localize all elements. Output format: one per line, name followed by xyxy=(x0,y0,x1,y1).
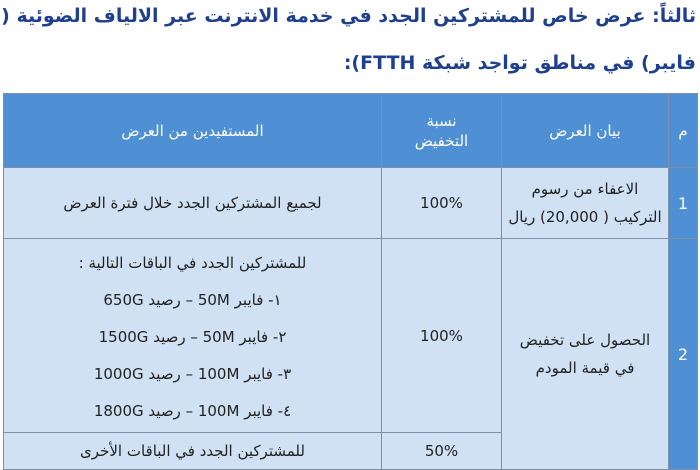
table-header-row xyxy=(4,94,698,168)
package-item: ٤- فايبر 100M – رصيد 1800G xyxy=(93,402,292,420)
offer-line2: التركيب ( 20,000) ريال xyxy=(508,208,662,226)
row-offer xyxy=(502,168,669,239)
header-index: م xyxy=(669,94,698,168)
package-item: ٣- فايبر 100M – رصيد 1000G xyxy=(93,365,292,383)
row-offer xyxy=(502,239,669,470)
table-row xyxy=(4,239,698,433)
row-index: 2 xyxy=(669,239,698,470)
package-item: ١- فايبر 50M – رصيد 650G xyxy=(103,291,282,309)
section-heading-line1 xyxy=(0,2,696,30)
packages-intro: للمشتركين الجدد في الباقات التالية : xyxy=(78,254,307,272)
offer-line1: الحصول على تخفيض xyxy=(519,331,651,349)
section-heading-line2 xyxy=(0,49,696,77)
table-row xyxy=(4,168,698,239)
row-index: 1 xyxy=(669,168,698,239)
row-other-discount: 50% xyxy=(382,433,502,470)
package-item: ٢- فايبر 50M – رصيد 1500G xyxy=(98,328,287,346)
header-discount-line2: التخفيض xyxy=(414,131,469,150)
section-heading-text-2: فايبر) في مناطق تواجد شبكة FTTH): xyxy=(343,52,696,74)
offer-table xyxy=(3,93,698,470)
row-discount: 100% xyxy=(382,168,502,239)
section-heading-text-1: ثالثاً: عرض خاص للمشتركين الجدد في خدمة الانترنت عبر الالياف الضوئية ( xyxy=(1,5,696,27)
offer-line2: في قيمة المودم xyxy=(535,359,635,377)
header-beneficiaries: المستفيدين من العرض xyxy=(4,94,382,168)
offer-line1: الاعفاء من رسوم xyxy=(531,180,639,198)
row-other-beneficiaries: للمشتركين الجدد في الباقات الأخرى xyxy=(4,433,382,470)
header-offer: بيان العرض xyxy=(502,94,669,168)
header-discount-line1: نسبة xyxy=(426,111,457,130)
row-discount: 100% xyxy=(382,239,502,433)
row-beneficiaries-packages xyxy=(4,239,382,433)
row-beneficiaries: لجميع المشتركين الجدد خلال فترة العرض xyxy=(4,168,382,239)
header-discount xyxy=(382,94,502,168)
